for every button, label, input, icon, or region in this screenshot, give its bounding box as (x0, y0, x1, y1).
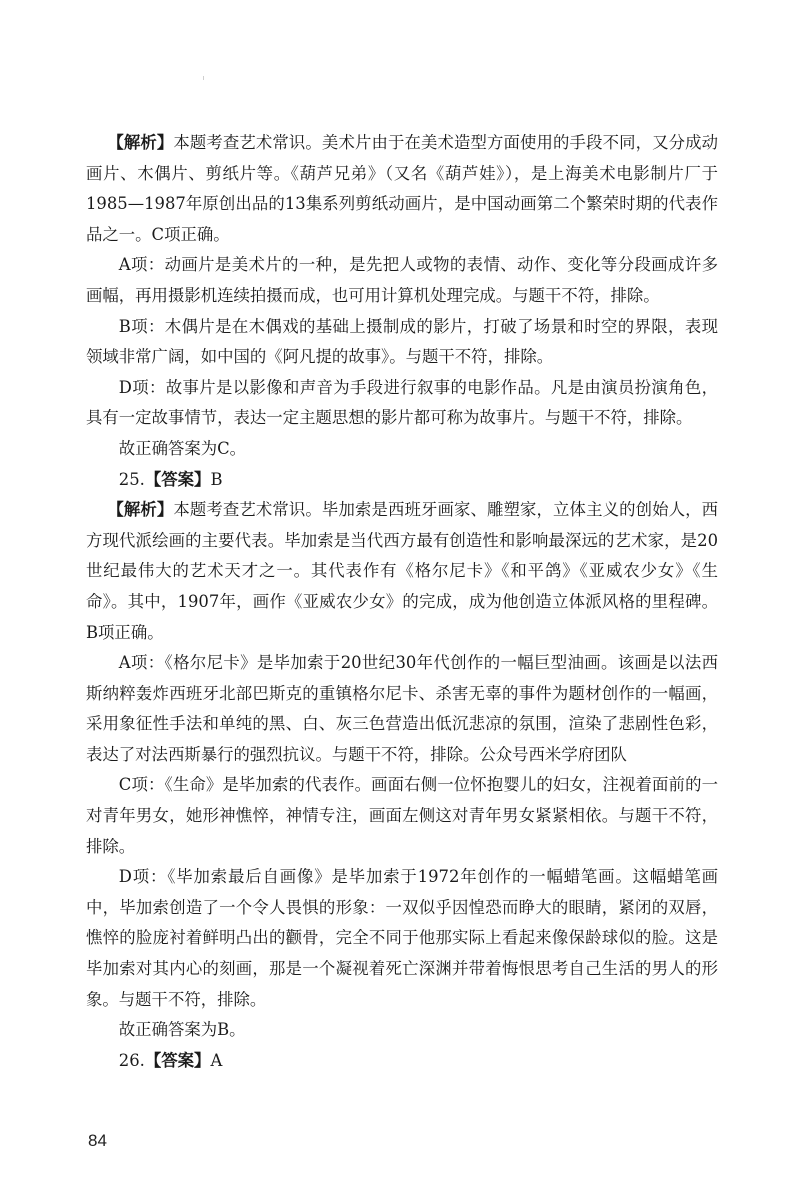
paragraph-25-option-a (86, 648, 718, 770)
paragraph-25-conclusion (86, 1015, 718, 1046)
answer-label: 【答案】 (144, 1050, 211, 1070)
paragraph-25-option-d (86, 862, 718, 1015)
paragraph-text: A项：《格尔尼卡》是毕加索于20世纪30年代创作的一幅巨型油画。该画是以法西斯纳粹轰炸西班牙北部巴斯克的重镇格尔尼卡、杀害无辜的事件为题材创作的一幅画，采用象征性手法和单纯的黑、白、灰三色营造出低沉悲凉的氛围，渲染了悲剧性色彩，表达了对法西斯暴行的强烈抗议。与题干不符，排除。公众号西米学府团队 (86, 653, 718, 764)
question-25-answer (86, 465, 718, 496)
paragraph-text: C项：《生命》是毕加索的代表作。画面右侧一位怀抱婴儿的妇女，注视着面前的一对青年男女，她形神憔悴，神情专注，画面左侧这对青年男女紧紧相依。与题干不符，排除。 (86, 775, 718, 856)
question-number: 26. (118, 1050, 145, 1070)
question-26-answer (86, 1046, 718, 1077)
answer-analysis-text (86, 128, 718, 1076)
scan-mark-top (203, 76, 204, 80)
paragraph-25-analysis (86, 495, 718, 648)
paragraph-24-conclusion (86, 434, 718, 465)
paragraph-text: D项：《毕加索最后自画像》是毕加索于1972年创作的一幅蜡笔画。这幅蜡笔画中，毕加索创造了一个令人畏惧的形象：一双似乎因惶恐而睁大的眼睛，紧闭的双唇，憔悴的脸庞衬着鲜明凸出的颧骨，完全不同于他那实际上看起来像保龄球似的脸。这是毕加索对其内心的刻画，那是一个凝视着死亡深渊并带着悔恨思考自己生活的男人的形象。与题干不符，排除。 (86, 867, 718, 1009)
paragraph-text: A项：动画片是美术片的一种，是先把人或物的表情、动作、变化等分段画成许多画幅，再用摄影机连续拍摄而成，也可用计算机处理完成。与题干不符，排除。 (86, 255, 718, 305)
answer-value: A (210, 1050, 223, 1070)
paragraph-text: 本题考查艺术常识。毕加索是西班牙画家、雕塑家，立体主义的创始人，西方现代派绘画的主要代表。毕加索是当代西方最有创造性和影响最深远的艺术家，是20世纪最伟大的艺术天才之一。其代表作有《格尔尼卡》《和平鸽》《亚威农少女》《生命》。其中，1907年，画作《亚威农少女》的完成，成为他创造立体派风格的里程碑。B项正确。 (86, 500, 719, 642)
paragraph-text: 故正确答案为C。 (118, 438, 247, 458)
question-number: 25. (118, 469, 145, 489)
paragraph-24-option-d (86, 373, 718, 434)
paragraph-text: 本题考查艺术常识。美术片由于在美术造型方面使用的手段不同，又分成动画片、木偶片、剪纸片等。《葫芦兄弟》（又名《葫芦娃》），是上海美术电影制片厂于1985—1987年原创出品的13集系列剪纸动画片，是中国动画第二个繁荣时期的代表作品之一。C项正确。 (86, 133, 719, 244)
answer-label: 【答案】 (144, 469, 211, 489)
analysis-label: 【解析】 (107, 500, 174, 520)
paragraph-24-option-b (86, 312, 718, 373)
paragraph-25-option-c (86, 770, 718, 862)
paragraph-text: 故正确答案为B。 (118, 1020, 246, 1040)
paragraph-text: D项：故事片是以影像和声音为手段进行叙事的电影作品。凡是由演员扮演角色，具有一定故事情节，表达一定主题思想的影片都可称为故事片。与题干不符，排除。 (86, 377, 718, 428)
paragraph-text: B项：木偶片是在木偶戏的基础上摄制成的影片，打破了场景和时空的界限，表现领域非常广阔，如中国的《阿凡提的故事》。与题干不符，排除。 (86, 316, 718, 367)
paragraph-24-analysis (86, 128, 718, 250)
answer-value: B (210, 469, 223, 489)
analysis-label: 【解析】 (107, 133, 174, 152)
page-number: 84 (88, 1131, 107, 1150)
paragraph-24-option-a (86, 250, 718, 311)
